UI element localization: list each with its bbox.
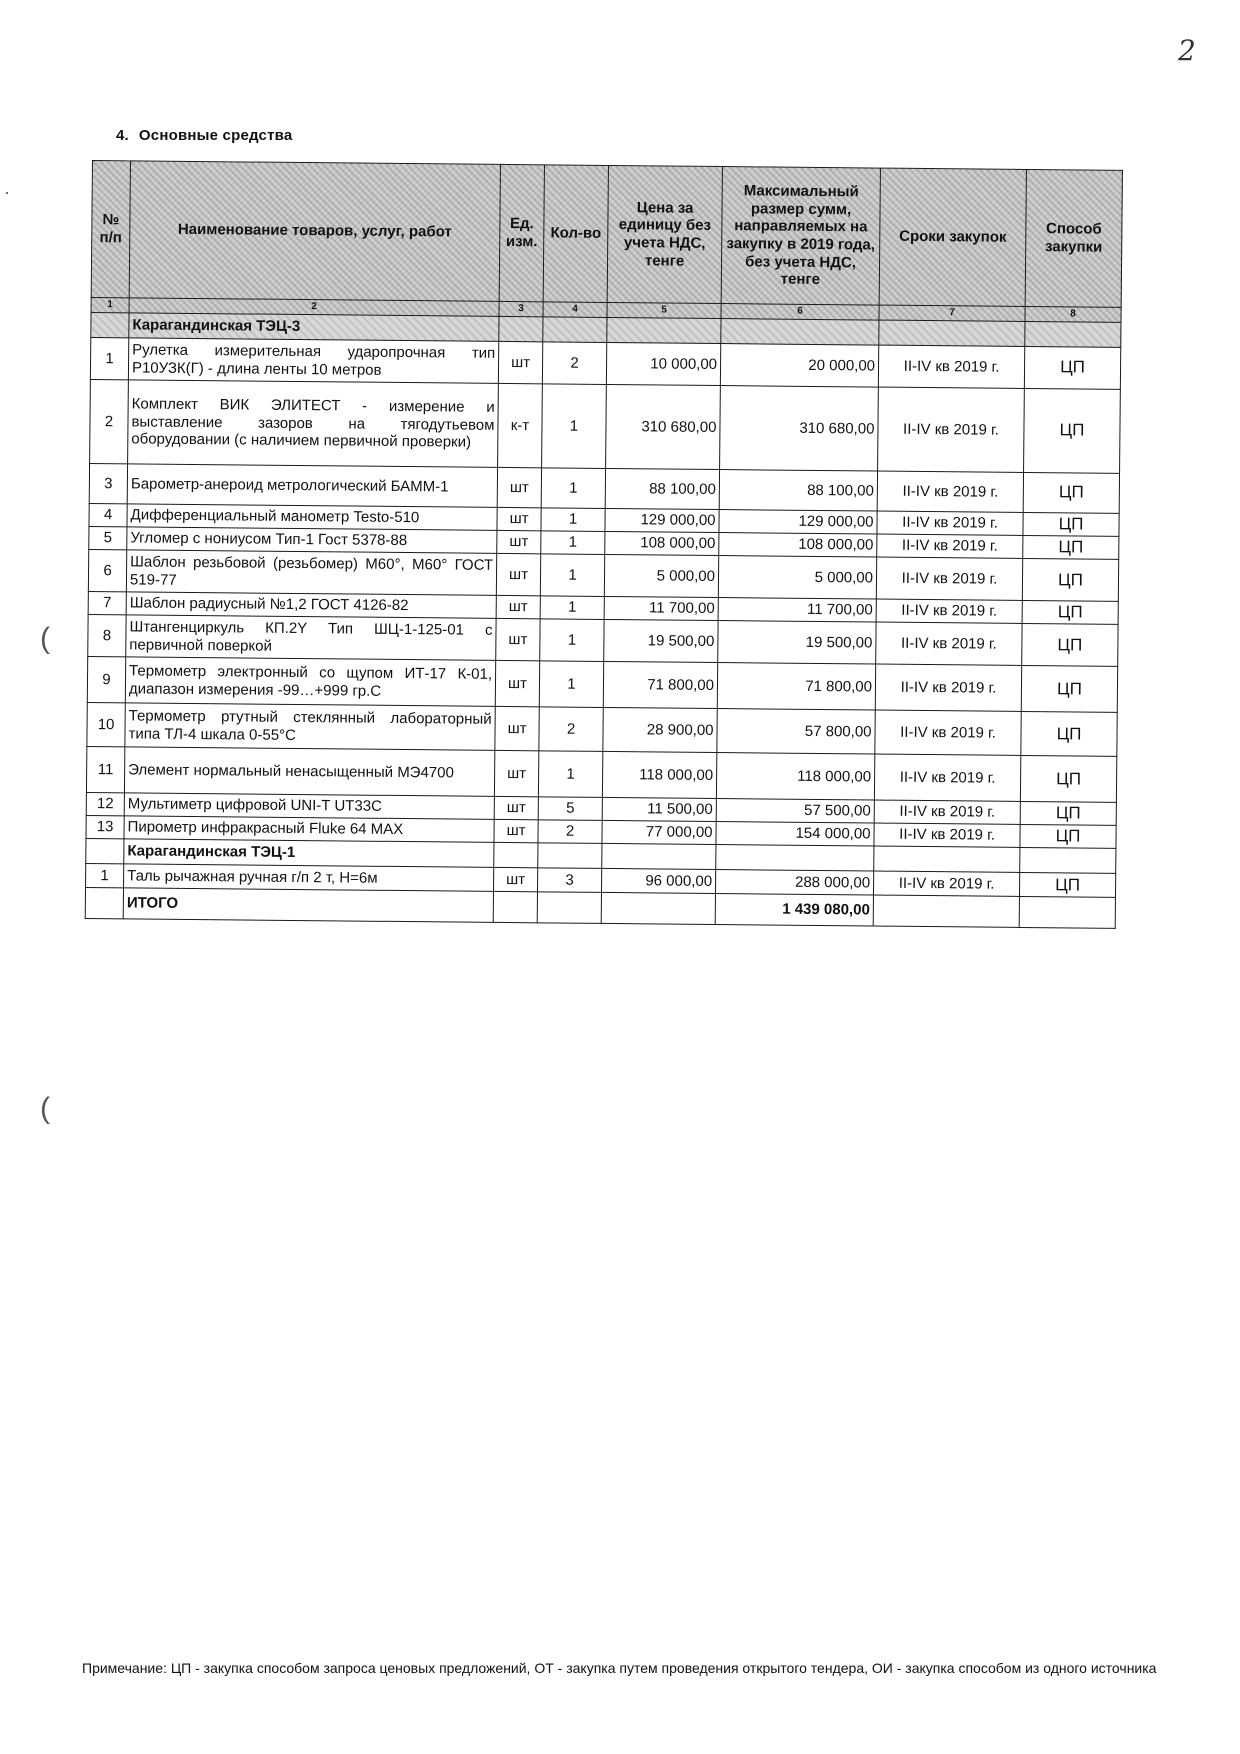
item-amount: 71 800,00 <box>717 663 875 711</box>
row-num: 11 <box>86 747 124 793</box>
scan-artifact: ( <box>40 1092 50 1125</box>
item-amount: 288 000,00 <box>715 870 873 896</box>
item-unit: шт <box>494 797 538 820</box>
row-num: 1 <box>90 337 128 379</box>
item-price: 5 000,00 <box>604 555 718 598</box>
item-qty: 1 <box>541 531 605 555</box>
item-price: 11 500,00 <box>602 798 716 822</box>
item-unit: шт <box>495 661 539 707</box>
header-method: Способ закупки <box>1025 169 1122 307</box>
item-amount: 118 000,00 <box>716 753 874 801</box>
row-num: 13 <box>86 816 124 839</box>
item-qty: 1 <box>541 468 605 509</box>
item-name: Шаблон резьбовой (резьбомер) М60°, М60° ГОСТ 519-77 <box>126 550 496 596</box>
total-cell-empty <box>85 888 123 919</box>
total-amount: 1 439 080,00 <box>715 894 873 927</box>
item-method: ЦП <box>1020 825 1116 849</box>
item-method: ЦП <box>1020 756 1116 803</box>
item-method: ЦП <box>1024 346 1120 389</box>
group-cell-empty <box>86 839 124 864</box>
item-period: II-IV кв 2019 г. <box>877 511 1023 535</box>
group-cell-empty <box>602 844 716 870</box>
item-qty: 1 <box>540 554 604 597</box>
item-price: 96 000,00 <box>601 869 715 894</box>
item-amount: 129 000,00 <box>719 510 877 535</box>
item-method: ЦП <box>1023 536 1119 560</box>
item-name: Угломер с нониусом Тип-1 Гост 5378-88 <box>127 527 497 554</box>
item-period: II-IV кв 2019 г. <box>876 557 1022 600</box>
group-cell-empty <box>716 845 874 872</box>
row-num: 10 <box>87 703 125 747</box>
item-price: 28 900,00 <box>603 708 717 753</box>
item-price: 11 700,00 <box>604 597 718 621</box>
total-cell-empty <box>493 892 537 923</box>
row-num: 5 <box>89 527 127 550</box>
item-amount: 19 500,00 <box>718 621 876 665</box>
item-qty: 1 <box>540 619 604 662</box>
item-amount: 310 680,00 <box>720 386 879 472</box>
item-period: II-IV кв 2019 г. <box>874 823 1020 847</box>
item-name: Пирометр инфракрасный Fluke 64 MAX <box>124 816 494 843</box>
table-row <box>90 379 1121 473</box>
column-number: 3 <box>499 301 543 316</box>
page-number: 2 <box>1178 34 1196 67</box>
item-period: II-IV кв 2019 г. <box>874 800 1020 824</box>
row-num: 1 <box>86 864 124 888</box>
group-cell-empty <box>879 320 1025 346</box>
item-price: 108 000,00 <box>605 531 719 555</box>
item-method: ЦП <box>1020 802 1116 826</box>
item-price: 310 680,00 <box>606 384 721 469</box>
item-unit: к-т <box>498 383 543 467</box>
section-title-text: Основные средства <box>138 127 293 144</box>
item-name: Термометр ртутный стеклянный лабораторный типа ТЛ-4 шкала 0-55°С <box>125 703 495 751</box>
column-number: 7 <box>879 305 1025 321</box>
item-qty: 1 <box>540 596 604 620</box>
item-name: Барометр-анероид метрологический БАММ-1 <box>127 464 497 508</box>
total-cell-empty <box>1019 897 1115 929</box>
item-price: 88 100,00 <box>605 468 719 509</box>
item-qty: 5 <box>538 797 602 821</box>
header-name: Наименование товаров, услуг, работ <box>129 161 500 302</box>
item-period: II-IV кв 2019 г. <box>875 710 1021 755</box>
group-cell-empty <box>543 317 607 343</box>
item-name: Термометр электронный со щупом ИТ-17 К-01, диапазон измерения -99…+999 гр.С <box>125 657 495 707</box>
group-cell-empty <box>499 316 543 341</box>
total-cell-empty <box>537 892 601 924</box>
item-amount: 11 700,00 <box>718 598 876 623</box>
procurement-table <box>85 160 1123 929</box>
item-amount: 5 000,00 <box>718 556 876 600</box>
item-period: II-IV кв 2019 г. <box>877 534 1023 558</box>
item-method: ЦП <box>1022 559 1118 602</box>
item-name: Штангенциркуль КП.2Y Тип ШЦ-1-125-01 с первичной поверкой <box>126 615 496 661</box>
group-title: Карагандинская ТЭЦ-1 <box>124 839 494 868</box>
footnote: Примечание: ЦП - закупка способом запроса ценовых предложений, ОТ - закупка путем проведения открытого тендера, ОИ - закупка способом из одного источника <box>82 1660 1157 1676</box>
item-period: II-IV кв 2019 г. <box>874 754 1020 801</box>
scan-artifact: · <box>4 182 10 202</box>
header-qty: Кол-во <box>543 165 608 303</box>
item-amount: 154 000,00 <box>716 822 874 847</box>
item-price: 77 000,00 <box>602 821 716 845</box>
header-max-amount: Максимальный размер сумм, направляемых на закупку в 2019 года, без учета НДС, тенге <box>721 167 880 306</box>
item-unit: шт <box>496 595 540 618</box>
item-price: 19 500,00 <box>604 620 718 663</box>
group-cell-empty <box>721 319 879 346</box>
item-name: Таль рычажная ручная г/п 2 т, Н=6м <box>124 864 494 892</box>
item-name: Шаблон радиусный №1,2 ГОСТ 4126-82 <box>126 592 496 619</box>
item-price: 71 800,00 <box>603 662 717 709</box>
item-unit: шт <box>495 707 539 751</box>
group-cell-empty <box>607 317 721 343</box>
item-unit: шт <box>498 341 542 383</box>
item-unit: шт <box>497 507 541 530</box>
row-num: 7 <box>88 592 126 615</box>
item-method: ЦП <box>1019 873 1115 898</box>
item-amount: 108 000,00 <box>719 533 877 558</box>
table-body <box>85 312 1121 928</box>
item-method: ЦП <box>1022 601 1118 625</box>
table-header-row <box>91 161 1122 308</box>
total-cell-empty <box>601 893 715 925</box>
section-title <box>116 127 292 144</box>
item-price: 129 000,00 <box>605 508 719 532</box>
item-qty: 1 <box>539 661 603 708</box>
row-num: 8 <box>88 615 126 657</box>
group-cell-empty <box>1025 321 1121 347</box>
item-qty: 2 <box>539 707 603 752</box>
group-cell-empty <box>91 312 129 337</box>
item-unit: шт <box>494 751 538 797</box>
group-cell-empty <box>874 846 1020 872</box>
column-number: 8 <box>1025 306 1121 322</box>
total-label: ИТОГО <box>123 888 493 923</box>
row-num: 6 <box>88 550 126 592</box>
item-unit: шт <box>496 553 540 595</box>
item-amount: 88 100,00 <box>719 470 877 512</box>
group-title: Карагандинская ТЭЦ-3 <box>129 313 499 342</box>
item-name: Рулетка измерительная ударопрочная тип Р10УЗК(Г) - длина ленты 10 метров <box>128 338 498 384</box>
column-number: 2 <box>129 298 499 317</box>
item-unit: шт <box>497 530 541 553</box>
item-unit: шт <box>497 467 541 507</box>
group-cell-empty <box>538 843 602 869</box>
item-period: II-IV кв 2019 г. <box>876 622 1022 665</box>
column-number: 5 <box>607 302 721 318</box>
item-amount: 57 800,00 <box>717 709 875 755</box>
header-num: № п/п <box>91 161 130 298</box>
item-price: 10 000,00 <box>606 342 720 385</box>
column-number: 6 <box>721 304 879 321</box>
item-qty: 1 <box>541 508 605 532</box>
header-unit: Ед. изм. <box>499 164 544 301</box>
item-unit: шт <box>494 820 538 843</box>
total-cell-empty <box>873 895 1019 927</box>
row-num: 2 <box>90 379 129 463</box>
item-method: ЦП <box>1023 512 1119 536</box>
row-num: 9 <box>87 657 125 703</box>
header-period: Сроки закупок <box>879 168 1026 306</box>
item-name: Комплект ВИК ЭЛИТЕСТ - измерение и выставление зазоров на тягодутьевом оборудовании (с наличием первичной проверки) <box>128 380 499 468</box>
header-price: Цена за единицу без учета НДС, тенге <box>607 165 722 303</box>
item-method: ЦП <box>1021 712 1117 757</box>
item-period: II-IV кв 2019 г. <box>875 664 1021 711</box>
item-period: II-IV кв 2019 г. <box>878 387 1025 472</box>
item-qty: 2 <box>542 342 606 385</box>
scan-artifact: ( <box>40 622 50 655</box>
item-unit: шт <box>496 619 540 661</box>
row-num: 12 <box>86 793 124 816</box>
item-period: II-IV кв 2019 г. <box>873 871 1019 896</box>
item-qty: 2 <box>538 820 602 844</box>
item-unit: шт <box>493 868 537 892</box>
item-price: 118 000,00 <box>602 752 716 799</box>
item-period: II-IV кв 2019 г. <box>877 471 1023 512</box>
column-number: 4 <box>543 302 607 318</box>
item-amount: 20 000,00 <box>720 344 878 388</box>
item-name: Элемент нормальный ненасыщенный МЭ4700 <box>124 747 494 797</box>
item-method: ЦП <box>1024 388 1121 473</box>
item-period: II-IV кв 2019 г. <box>876 599 1022 623</box>
item-period: II-IV кв 2019 г. <box>878 345 1024 388</box>
item-amount: 57 500,00 <box>716 799 874 824</box>
item-method: ЦП <box>1021 666 1117 713</box>
item-name: Дифференциальный манометр Testo-510 <box>127 504 497 531</box>
item-qty: 1 <box>538 751 602 798</box>
group-cell-empty <box>1020 848 1116 874</box>
item-name: Мультиметр цифровой UNI-T UT33C <box>124 793 494 820</box>
item-qty: 1 <box>542 384 607 469</box>
item-method: ЦП <box>1022 624 1118 667</box>
row-num: 4 <box>89 503 127 526</box>
column-number: 1 <box>91 297 129 312</box>
section-number: 4. <box>116 127 129 144</box>
group-cell-empty <box>494 843 538 868</box>
row-num: 3 <box>89 463 127 503</box>
item-qty: 3 <box>537 868 601 893</box>
item-method: ЦП <box>1023 472 1119 513</box>
